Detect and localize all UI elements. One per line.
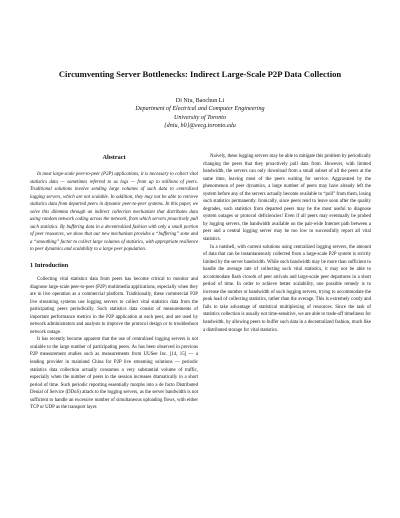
- author-department: Department of Electrical and Computer Engineering: [135, 106, 265, 113]
- paper-title: Circumventing Server Bottlenecks: Indirect Large-Scale P2P Data Collection: [58, 69, 342, 79]
- intro-paragraph-3: Naively, these logging servers may be able to mitigate this problem by periodically changing the peers that they proactively pull data from. However, with limited bandwidth, the servers can only download from a small subset of all the peers at the same time, leaving most of the peers waiting for service. Aggravated by the phenomenon of peer dynamics, a large number of peers may have already left the system before any of the servers actually become available to “poll” from them, losing such statistics permanently. Ironically, since peers tend to leave soon after the quality degrades, such statistics from departed peers may be the most useful to diagnose system outages or protocol deficiencies! Even if all peers may eventually be probed by logging servers, the bandwidth available on the pair-wide Internet path between a peer and a central logging server may be too low to successfully report all vital statistics.: [203, 154, 371, 243]
- right-column: [203, 153, 371, 334]
- intro-paragraph-1: Collecting vital statistics data from peers has become critical to monitor and diagnose large-scale peer-to-peer (P2P) multimedia applications, especially when they are in live operation as a commercial platform. Traditionally, these commercial P2P live streaming systems use logging servers to collect vital statistics data from the participating peers periodically. Such statistics data consist of measurements of important performance metrics in the P2P application at each peer, and are used by network administrators and analysts to improve the protocol design or to troubleshoot network outage.: [30, 277, 198, 335]
- left-column: [30, 154, 198, 412]
- author-university: University of Toronto: [173, 114, 227, 121]
- section-heading-introduction: 1 Introduction: [30, 262, 69, 270]
- author-names: Di Niu, Baochun Li: [175, 98, 225, 104]
- author-email: {dniu, bli}@eecg.toronto.edu: [164, 123, 236, 130]
- abstract-heading: Abstract: [102, 154, 126, 161]
- abstract-text: In most large-scale peer-to-peer (P2P) applications, it is necessary to collect vital statistics data — sometimes referred to as logs — from up to millions of peers. Traditional solutions involve sending large volumes of such data to centralized logging servers, which are not scalable. In addition, they may not be able to retrieve statistics data from departed peers in dynamic peer-to-peer systems. In this paper, we solve this dilemma through an indirect collection mechanism that distributes data using random network coding across the network, from which servers proactively pull such statistics. By buffering data in a decentralized fashion with only a small portion of peer resources, we show that our new mechanism provides a “buffering” zone and a “smoothing” factor to collect large volumes of statistics, with appropriate resilience to peer dynamics and scalability to a large peer population.: [30, 172, 198, 253]
- intro-paragraph-2: It has recently become apparent that the use of centralized logging servers is not scalable to the large number of participating peers. As has been observed in previous P2P measurement studies such as measurements from UUSee Inc. [14, 15] — a leading provider in mainland China for P2P live streaming solutions — periodic statistics data collection actually consumes a very substantial volume of traffic, especially when the number of peers in the session increases dramatically in a short period of time. Such periodic reporting essentially morphs into a de facto Distributed Denial of Service (DDoS) attack to the logging servers, as the server bandwidth is not sufficient to handle an excessive number of simultaneous uploading flows, with either TCP or UDP as the transport layer.: [30, 337, 198, 411]
- intro-paragraph-4: In a nutshell, with current solutions using centralized logging servers, the amount of data that can be instantaneously collected from a large-scale P2P system is strictly limited by the server bandwidth. While such bandwidth may be more than sufficient to handle the average rate of collecting such vital statistics, it may not be able to accommodate flash crowds of peer arrivals and large-scale peer departures in a short period of time. In order to achieve better scalability, one possible remedy is to increase the number or bandwidth of such logging servers, trying to accommodate the peak load of collecting statistics, rather than the average. This is extremely costly and fails to take advantage of statistical multiplexing of resources. Since the task of statistics collection is usually not time-sensitive, we are able to trade-off timeliness for bandwidth, by allowing peers to buffer such data in a decentralized fashion, much like a distributed storage for vital statistics.: [203, 244, 371, 333]
- author-block: [20, 97, 380, 131]
